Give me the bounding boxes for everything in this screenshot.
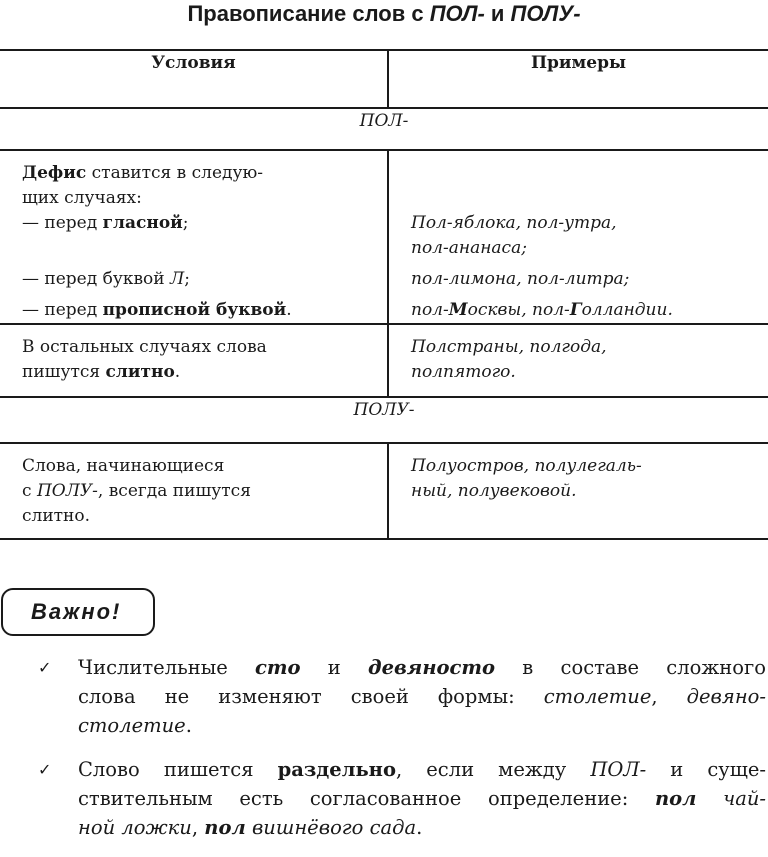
polu-examples-cell: Полуостров, полулегаль- ный, полувековой.: [388, 443, 768, 539]
table-row: [0, 443, 768, 539]
important-badge: Важно!: [1, 588, 155, 636]
table-row: [0, 324, 768, 397]
together-examples-cell: Полстраны, полгода, полпятого.: [388, 324, 768, 397]
checkmark-icon: ✓: [38, 658, 52, 677]
polu-rule-cell: Слова, начинающиеся с ПОЛУ-, всегда пишутся слитно.: [0, 443, 388, 539]
section-polu: ПОЛУ-: [0, 397, 768, 443]
table-header-row: [0, 50, 768, 108]
section-pol: ПОЛ-: [0, 108, 768, 150]
note-item: ✓ Числительные сто и девяносто в составе сложного слова не изменяют своей формы: столетие, девяно- столетие.: [38, 653, 766, 740]
hyphen-rule-cell: Дефис ставится в следую- щих случаях: — перед гласной; — перед буквой Л; — перед прописной буквой.: [0, 150, 388, 324]
page-title: Правописание слов с ПОЛ- и ПОЛУ-: [187, 1, 581, 26]
checkmark-icon: ✓: [38, 760, 52, 779]
hyphen-examples-cell: Пол-яблока, пол-утра, пол-ананаса; пол-лимона, пол-литра; пол-Москвы, пол-Голландии.: [388, 150, 768, 324]
together-rule-cell: В остальных случаях слова пишутся слитно.: [0, 324, 388, 397]
table-row: [0, 150, 768, 324]
header-examples: Примеры: [388, 50, 768, 108]
section-row-polu: [0, 397, 768, 443]
note-item: ✓ Слово пишется раздельно, если между ПОЛ- и суще- ствительным есть согласованное определение: пол чай- ной ложки, пол вишнёвого сада.: [38, 755, 766, 842]
section-row-pol: [0, 108, 768, 150]
rules-table: [0, 49, 768, 540]
notes-list: [38, 653, 766, 857]
header-conditions: Условия: [0, 50, 388, 108]
